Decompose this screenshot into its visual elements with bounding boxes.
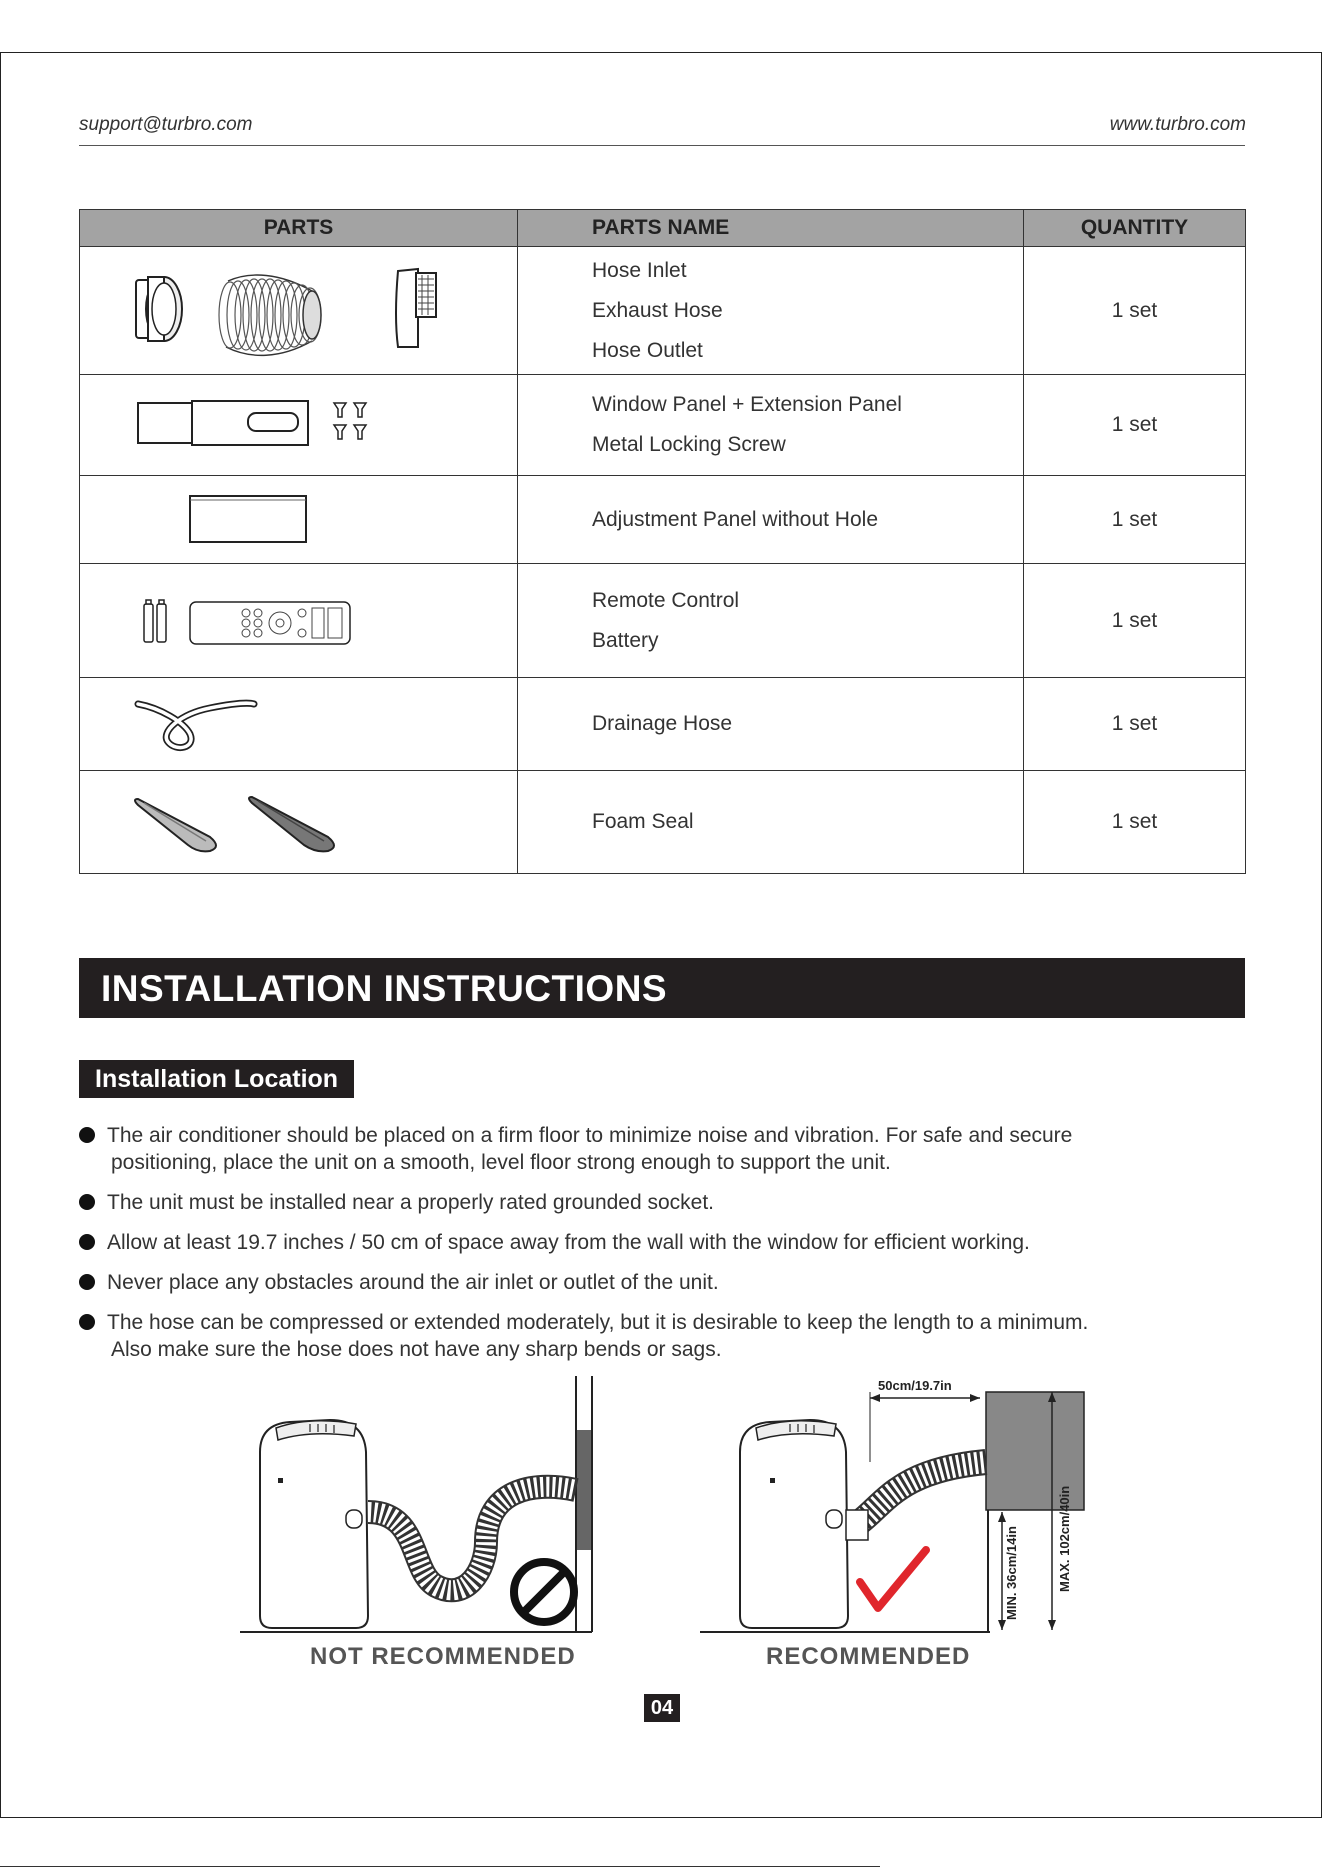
- list-item: Allow at least 19.7 inches / 50 cm of space away from the wall with the window for efficient working.: [79, 1229, 1259, 1256]
- table-row: [80, 247, 1246, 375]
- bullet-icon: [79, 1314, 95, 1330]
- part-hose-outlet: Hose Outlet: [592, 338, 703, 362]
- header-parts-name: PARTS NAME: [518, 210, 1024, 247]
- parts-name-cell: [518, 771, 1024, 874]
- table-header-row: [80, 210, 1246, 247]
- recommended-caption: RECOMMENDED: [766, 1643, 971, 1670]
- min-height-dimension: MIN. 36cm/14in: [1004, 1526, 1019, 1620]
- recommended-illustration: [700, 1372, 1100, 1642]
- part-battery: Battery: [592, 628, 659, 652]
- quantity-cell: 1 set: [1024, 678, 1246, 771]
- parts-name-cell: [518, 476, 1024, 564]
- bullet-icon: [79, 1274, 95, 1290]
- max-height-dimension: MAX. 102cm/40in: [1057, 1485, 1072, 1592]
- quantity-cell: 1 set: [1024, 476, 1246, 564]
- part-foam-seal: Foam Seal: [592, 810, 694, 833]
- list-item: The unit must be installed near a properly rated grounded socket.: [79, 1189, 1259, 1216]
- header-quantity: QUANTITY: [1024, 210, 1246, 247]
- website-url[interactable]: www.turbro.com: [1109, 114, 1246, 135]
- part-drainage-hose: Drainage Hose: [592, 712, 733, 735]
- table-row: [80, 564, 1246, 678]
- parts-name-cell: [518, 247, 1024, 375]
- adjustment-panel-icon: [80, 476, 518, 564]
- instruction-list: [79, 1122, 1259, 1376]
- quantity-cell: 1 set: [1024, 375, 1246, 476]
- part-window-panel: Window Panel + Extension Panel: [592, 393, 902, 416]
- foam-seal-icon: [80, 771, 518, 874]
- subsection-label: Installation Location: [79, 1060, 354, 1098]
- footer-divider: [0, 1866, 880, 1867]
- not-recommended-illustration: [240, 1372, 600, 1642]
- section-header-bar: [79, 958, 1245, 1018]
- table-row: [80, 678, 1246, 771]
- list-item: The hose can be compressed or extended moderately, but it is desirable to keep the length to a minimum. Also make sure the hose does not have any sharp bends or sags.: [79, 1309, 1259, 1363]
- quantity-cell: 1 set: [1024, 771, 1246, 874]
- header-divider: [79, 145, 1245, 146]
- section-title: INSTALLATION INSTRUCTIONS: [101, 968, 668, 1009]
- part-locking-screw: Metal Locking Screw: [592, 433, 786, 456]
- parts-name-cell: [518, 375, 1024, 476]
- part-hose-inlet: Hose Inlet: [592, 258, 687, 282]
- list-item: The air conditioner should be placed on a firm floor to minimize noise and vibration. For safe and secure positioning, place the unit on a smooth, level floor strong enough to support the unit.: [79, 1122, 1259, 1176]
- parts-name-cell: [518, 564, 1024, 678]
- hose-kit-icon: [80, 247, 518, 375]
- page-number: 04: [644, 1694, 680, 1722]
- part-adjustment-panel: Adjustment Panel without Hole: [592, 507, 878, 531]
- header-parts: PARTS: [80, 210, 518, 247]
- window-panel-icon: [80, 375, 518, 476]
- clearance-dimension: 50cm/19.7in: [878, 1378, 952, 1393]
- remote-control-icon: [80, 564, 518, 678]
- bullet-icon: [79, 1194, 95, 1210]
- list-item: Never place any obstacles around the air inlet or outlet of the unit.: [79, 1269, 1259, 1296]
- bullet-icon: [79, 1127, 95, 1143]
- drainage-hose-icon: [80, 678, 518, 771]
- quantity-cell: 1 set: [1024, 564, 1246, 678]
- part-remote-control: Remote Control: [592, 588, 740, 612]
- parts-table: [79, 209, 1246, 874]
- parts-name-cell: [518, 678, 1024, 771]
- quantity-cell: 1 set: [1024, 247, 1246, 375]
- bullet-icon: [79, 1234, 95, 1250]
- not-recommended-caption: NOT RECOMMENDED: [310, 1643, 576, 1670]
- part-exhaust-hose: Exhaust Hose: [592, 298, 723, 322]
- table-row: [80, 476, 1246, 564]
- table-row: [80, 375, 1246, 476]
- support-email[interactable]: support@turbro.com: [79, 114, 253, 135]
- table-row: [80, 771, 1246, 874]
